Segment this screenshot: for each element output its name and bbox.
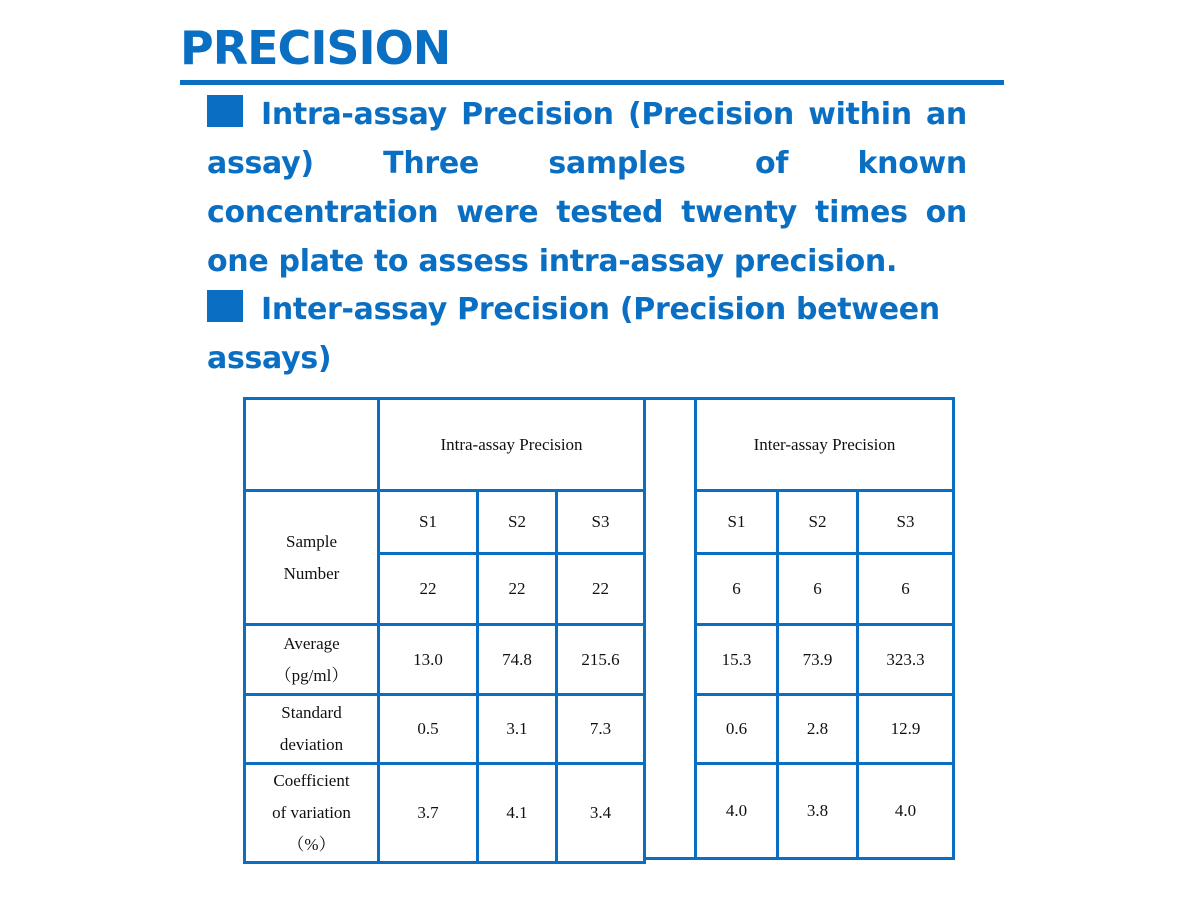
table-cell: 6 <box>696 554 778 625</box>
page-title: PRECISION <box>180 21 451 75</box>
table-cell: 0.6 <box>696 695 778 764</box>
table-spacer-column <box>645 399 696 859</box>
table-cell: 6 <box>778 554 858 625</box>
row-label-line: （pg/ml） <box>274 665 349 685</box>
row-label-line: deviation <box>279 735 344 754</box>
inter-assay-text: Inter-assay Precision (Precision between assays) <box>207 292 940 376</box>
table-cell: 3.4 <box>557 764 645 863</box>
table-cell: 22 <box>557 554 645 625</box>
table-cell: 22 <box>478 554 557 625</box>
table-cell: 22 <box>379 554 478 625</box>
table-cell: 323.3 <box>858 625 954 695</box>
table-cell: S2 <box>778 491 858 554</box>
row-label-line: Average <box>283 633 340 653</box>
table-cell: 0.5 <box>379 695 478 764</box>
table-cell: 73.9 <box>778 625 858 695</box>
table-cell: 13.0 <box>379 625 478 695</box>
table-cell: 4.0 <box>858 764 954 859</box>
table-cell: 7.3 <box>557 695 645 764</box>
table-cell: 4.1 <box>478 764 557 863</box>
table-cell: 3.8 <box>778 764 858 859</box>
row-label-line: Standard <box>281 703 342 722</box>
row-label-sample-number <box>245 491 379 625</box>
row-label-line: of variation <box>272 803 351 822</box>
inter-header: Inter-assay Precision <box>696 399 954 491</box>
table-cell: 215.6 <box>557 625 645 695</box>
table-cell: 3.7 <box>379 764 478 863</box>
row-label-line: （%） <box>287 835 336 854</box>
table-cell: 74.8 <box>478 625 557 695</box>
table-cell: 12.9 <box>858 695 954 764</box>
table-cell: S1 <box>379 491 478 554</box>
row-label-coefficient-of-variation <box>245 764 379 863</box>
square-bullet-icon <box>207 290 243 322</box>
table-cell: 3.1 <box>478 695 557 764</box>
intra-assay-table <box>243 397 646 864</box>
table-cell: S1 <box>696 491 778 554</box>
title-underline <box>180 80 1004 85</box>
table-cell: 4.0 <box>696 764 778 859</box>
table-cell: S2 <box>478 491 557 554</box>
inter-assay-description <box>207 285 967 383</box>
intra-assay-description <box>207 90 967 286</box>
row-label-line: Coefficient <box>273 771 350 790</box>
row-label-standard-deviation <box>245 695 379 764</box>
inter-assay-table <box>643 397 955 860</box>
intra-header: Intra-assay Precision <box>379 399 645 491</box>
table-cell: 15.3 <box>696 625 778 695</box>
intra-assay-text: Intra-assay Precision (Precision within an assay) Three samples of known concentration were tested twenty times on one plate to assess intra-assay precision. <box>207 97 967 279</box>
row-label-average <box>245 625 379 695</box>
corner-cell <box>245 399 379 491</box>
table-cell: S3 <box>557 491 645 554</box>
table-cell: 2.8 <box>778 695 858 764</box>
table-cell: S3 <box>858 491 954 554</box>
table-cell: 6 <box>858 554 954 625</box>
square-bullet-icon <box>207 95 243 127</box>
row-label-line: Number <box>283 563 340 583</box>
row-label-line: Sample <box>286 531 337 551</box>
